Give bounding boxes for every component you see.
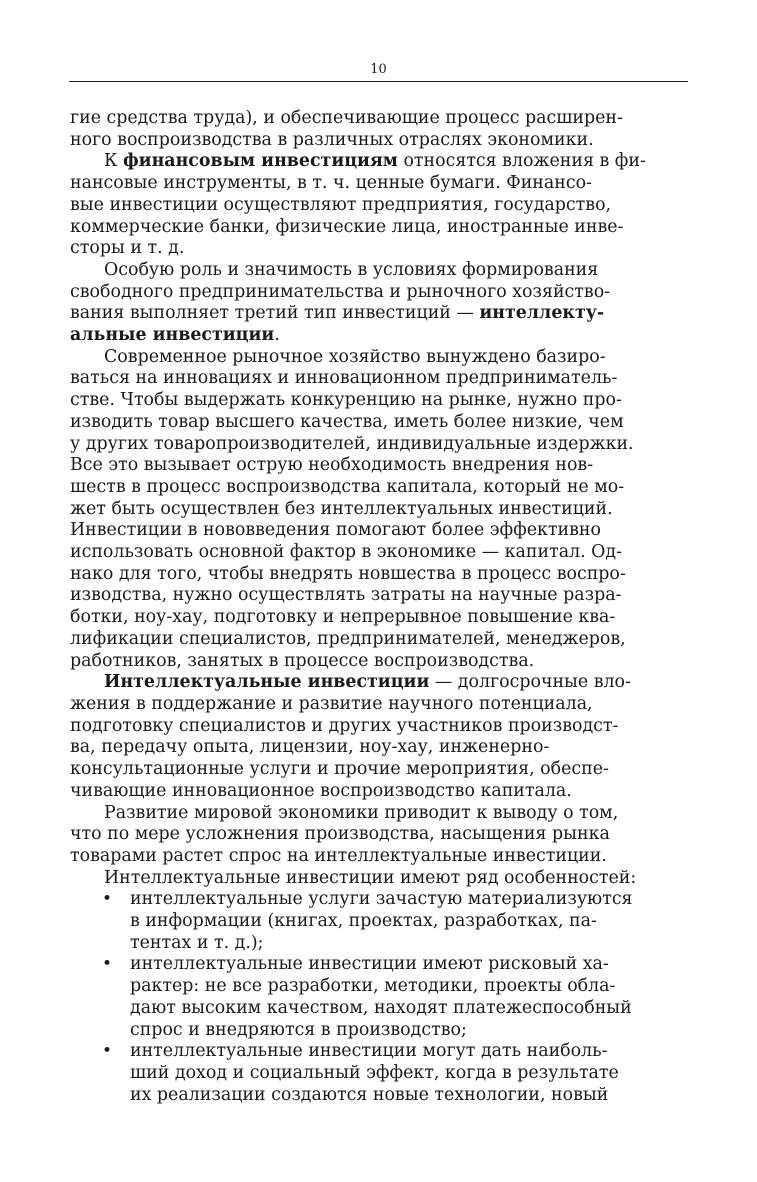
text-line: чивающие инновационное воспроизводство капитала. [70, 780, 572, 801]
text-line: интеллектуальные инвестиции имеют рисковый ха- [130, 954, 609, 975]
text-line: в информации (книгах, проектах, разработках, па- [130, 911, 597, 932]
text-line: относятся вложения в фи- [397, 151, 646, 172]
tail-text: . [274, 325, 280, 346]
text-line: интеллектуальные услуги зачастую материализуются [130, 889, 633, 910]
page-number: 10 [370, 62, 387, 77]
paragraph-continuation [70, 108, 686, 151]
text-line: вые инвестиции осуществляют предприятия, государство, [70, 194, 612, 215]
bullet-icon: • [102, 889, 113, 910]
text-line: тентах и т. д.); [130, 932, 264, 953]
text-line: жет быть осуществлен без интеллектуальных инвестиций. [70, 498, 613, 519]
text-line: консультационные услуги и прочие мероприятия, обеспе- [70, 759, 609, 780]
text-line: ва, передачу опыта, лицензии, ноу-хау, инженерно- [70, 737, 550, 758]
text-line: лификации специалистов, предпринимателей, менеджеров, [70, 628, 626, 649]
text-line: ботки, ноу-хау, подготовку и непрерывное повышение ква- [70, 607, 616, 628]
text-line: жения в поддержание и развитие научного потенциала, [70, 693, 593, 714]
text-line: изводить товар высшего качества, иметь более низкие, чем [70, 411, 624, 432]
bold-term: финансовым инвестициям [123, 151, 398, 172]
text-line: товарами растет спрос на интеллектуальные инвестиции. [70, 845, 607, 866]
text-line: что по мере усложнения производства, насыщения рынка [70, 824, 610, 845]
text-line: Инвестиции в нововведения помогают более эффективно [70, 520, 601, 541]
text-line: спрос и внедряются в производство; [130, 1019, 467, 1040]
text-line: их реализации создаются новые технологии, новый [130, 1084, 609, 1105]
text-line: — долгосрочные вло- [429, 672, 631, 693]
text-line: работников, занятых в процессе воспроизводства. [70, 650, 535, 671]
lead-text: К [104, 151, 123, 172]
text-line: стве. Чтобы выдержать конкуренцию на рынке, нужно про- [70, 390, 622, 411]
text-line: Все это вызывает острую необходимость внедрения нов- [70, 455, 594, 476]
page-body [70, 108, 686, 1106]
text-line: шеств в процесс воспроизводства капитала, который не мо- [70, 476, 625, 497]
text-line: нансовые инструменты, в т. ч. ценные бумаги. Финансо- [70, 173, 592, 194]
bold-term: интеллекту- [479, 303, 605, 324]
paragraph-intellectual-definition [70, 672, 686, 802]
text-line: нако для того, чтобы внедрять новшества в процесс воспро- [70, 563, 626, 584]
text-line: интеллектуальные инвестиции могут дать наиболь- [130, 1041, 608, 1062]
list-item [70, 889, 686, 954]
bold-term: Интеллектуальные инвестиции [104, 672, 430, 693]
text-line: рактер: не все разработки, методики, проекты обла- [130, 976, 616, 997]
bullet-icon: • [102, 1041, 113, 1062]
list-item [70, 954, 686, 1041]
paragraph-features-intro [70, 868, 686, 890]
text-line: подготовку специалистов и других участников производст- [70, 715, 619, 736]
text-line: коммерческие банки, физические лица, иностранные инве- [70, 216, 624, 237]
text-line: ваться на инновациях и инновационном предприниматель- [70, 368, 618, 389]
text-line: дают высоким качеством, находят платежеспособный [130, 997, 632, 1018]
text-line: гие средства труда), и обеспечивающие процесс расширен- [70, 108, 623, 128]
text-line: вания выполняет третий тип инвестиций — [70, 303, 480, 324]
text-line: использовать основной фактор в экономике — капитал. Од- [70, 542, 623, 563]
text-line: Интеллектуальные инвестиции имеют ряд особенностей: [104, 867, 637, 888]
text-line: Развитие мировой экономики приводит к выводу о том, [104, 802, 619, 823]
text-line: ший доход и социальный эффект, когда в результате [130, 1062, 619, 1083]
text-line: ного воспроизводства в различных отраслях экономики. [70, 129, 594, 150]
paragraph-world-economy [70, 803, 686, 868]
paragraph-financial-investments [70, 151, 686, 260]
text-line: изводства, нужно осуществлять затраты на научные разра- [70, 585, 622, 606]
header-rule [69, 81, 688, 82]
bullet-icon: • [102, 954, 113, 975]
text-line: Современное рыночное хозяйство вынуждено базиро- [104, 346, 606, 367]
features-list [70, 889, 686, 1106]
paragraph-modern-economy [70, 347, 686, 673]
bold-term: альные инвестиции [70, 325, 275, 346]
text-line: Особую роль и значимость в условиях формирования [104, 259, 599, 280]
paragraph-intellectual-role [70, 260, 686, 347]
list-item [70, 1041, 686, 1106]
text-line: сторы и т. д. [70, 238, 185, 259]
text-line: свободного предпринимательства и рыночного хозяйство- [70, 281, 611, 302]
text-line: у других товаропроизводителей, индивидуальные издержки. [70, 433, 634, 454]
